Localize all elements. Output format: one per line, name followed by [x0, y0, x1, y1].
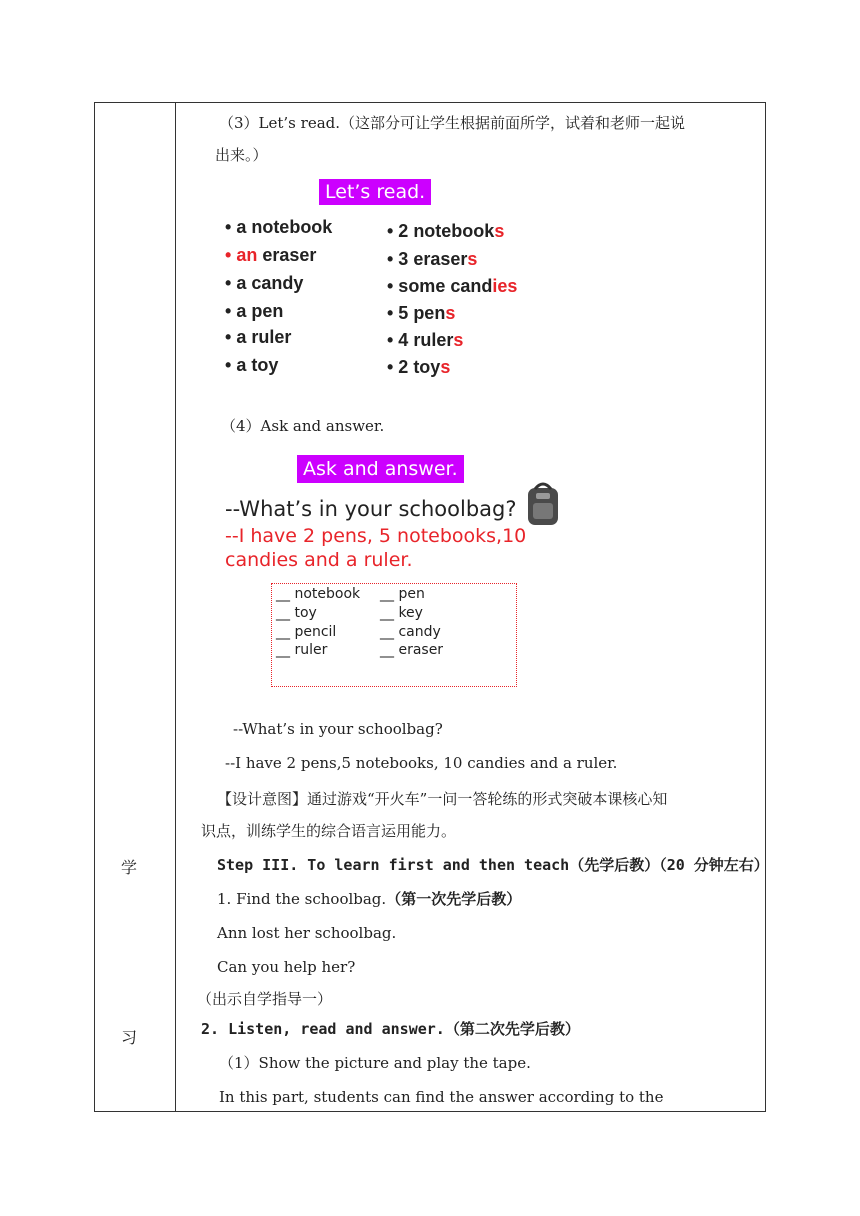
ask-answer-banner: Ask and answer.: [297, 455, 464, 483]
plural-item: • some candies: [387, 276, 518, 296]
box-vocab-item: __ key: [380, 605, 423, 621]
question-text: --What’s in your schoolbag?: [225, 497, 517, 521]
design-intent-line1: 【设计意图】通过游戏“开火车”一问一答轮练的形式突破本课核心知: [217, 790, 668, 808]
vocab-box: [271, 583, 517, 687]
show-picture-text: （1）Show the picture and play the tape.: [219, 1054, 531, 1072]
part-text: In this part, students can find the answer according to the: [219, 1088, 664, 1106]
design-intent-line2: 识点，训练学生的综合语言运用能力。: [201, 822, 457, 840]
find-step: 1. Find the schoolbag.（第一次先学后教）: [217, 890, 522, 908]
box-vocab-item: __ notebook: [276, 586, 361, 602]
box-vocab-item: __ eraser: [380, 642, 444, 658]
box-vocab-item: __ toy: [276, 605, 317, 621]
plural-item: • 2 toys: [387, 357, 451, 377]
guide-text: （出示自学指导一）: [197, 990, 333, 1008]
singular-item: • a ruler: [225, 327, 292, 347]
singular-item: • a notebook: [225, 217, 333, 237]
column-divider: [175, 103, 176, 1111]
plural-item: • 3 erasers: [387, 249, 478, 269]
box-vocab-item: __ ruler: [276, 642, 328, 658]
dialog-answer: --I have 2 pens,5 notebooks, 10 candies and a ruler.: [225, 754, 618, 772]
schoolbag-icon: [523, 481, 563, 527]
ask-instruction: （4）Ask and answer.: [221, 417, 385, 435]
singular-item: • a candy: [225, 273, 304, 293]
singular-item: • a toy: [225, 355, 279, 375]
plural-item: • 5 pens: [387, 303, 456, 323]
plural-item: • 4 rulers: [387, 330, 464, 350]
side-label-1: 学: [121, 858, 138, 877]
listen-step: 2. Listen, read and answer.（第二次先学后教）: [201, 1020, 580, 1038]
help-text: Can you help her?: [217, 958, 356, 976]
side-label-2: 习: [121, 1028, 138, 1047]
singular-item: • an eraser: [225, 245, 317, 265]
lets-read-banner: Let’s read.: [319, 179, 431, 205]
box-vocab-item: __ pencil: [276, 624, 337, 640]
lesson-table: [94, 102, 769, 1112]
box-vocab-item: __ pen: [380, 586, 425, 602]
read-instruction-line1: （3）Let’s read.（这部分可让学生根据前面所学，试着和老师一起说: [219, 114, 686, 132]
singular-item: • a pen: [225, 301, 284, 321]
answer-text-line1: --I have 2 pens, 5 notebooks,10: [225, 525, 527, 547]
step3-title: Step III. To learn first and then teach（先学后教）（20 分钟左右）: [217, 856, 769, 874]
box-vocab-item: __ candy: [380, 624, 441, 640]
plural-item: • 2 notebooks: [387, 221, 505, 241]
read-instruction-line2: 出来。）: [215, 146, 268, 164]
dialog-question: --What’s in your schoolbag?: [233, 720, 443, 738]
ann-text: Ann lost her schoolbag.: [217, 924, 397, 942]
answer-text-line2: candies and a ruler.: [225, 549, 413, 571]
